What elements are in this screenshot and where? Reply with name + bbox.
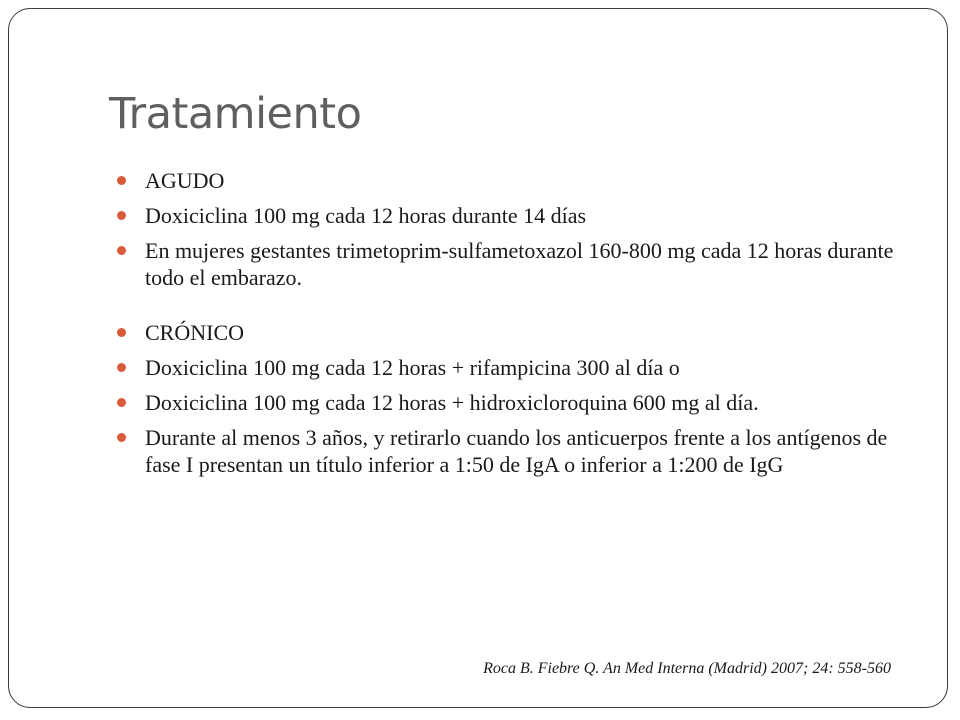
- bullet-item: [117, 424, 917, 478]
- bullet-dot-icon: [117, 363, 126, 372]
- citation-reference: Roca B. Fiebre Q. An Med Interna (Madrid) 2007; 24: 558-560: [483, 660, 891, 677]
- bullet-text: Durante al menos 3 años, y retirarlo cuando los anticuerpos frente a los antígenos de fase I presentan un título inferior a 1:50 de IgA o inferior a 1:200 de IgG: [145, 425, 888, 477]
- bullet-item: [117, 202, 917, 229]
- bullet-item: [117, 354, 917, 381]
- bullet-dot-icon: [117, 398, 126, 407]
- bullet-dot-icon: [117, 246, 126, 255]
- slide-title: Tratamiento: [109, 89, 362, 139]
- bullet-list: [117, 167, 917, 486]
- bullet-item: [117, 237, 917, 291]
- bullet-text: Doxiciclina 100 mg cada 12 horas + hidroxicloroquina 600 mg al día.: [145, 390, 759, 415]
- bullet-text: AGUDO: [145, 168, 225, 193]
- bullet-text: En mujeres gestantes trimetoprim-sulfametoxazol 160-800 mg cada 12 horas durante todo el embarazo.: [145, 238, 894, 290]
- bullet-dot-icon: [117, 433, 126, 442]
- bullet-dot-icon: [117, 328, 126, 337]
- bullet-text: CRÓNICO: [145, 320, 245, 345]
- bullet-item: [117, 167, 917, 194]
- bullet-item: [117, 389, 917, 416]
- bullet-item: [117, 319, 917, 346]
- slide-frame: [8, 8, 948, 708]
- bullet-text: Doxiciclina 100 mg cada 12 horas + rifampicina 300 al día o: [145, 355, 680, 380]
- bullet-text: Doxiciclina 100 mg cada 12 horas durante 14 días: [145, 203, 587, 228]
- bullet-dot-icon: [117, 176, 126, 185]
- bullet-dot-icon: [117, 211, 126, 220]
